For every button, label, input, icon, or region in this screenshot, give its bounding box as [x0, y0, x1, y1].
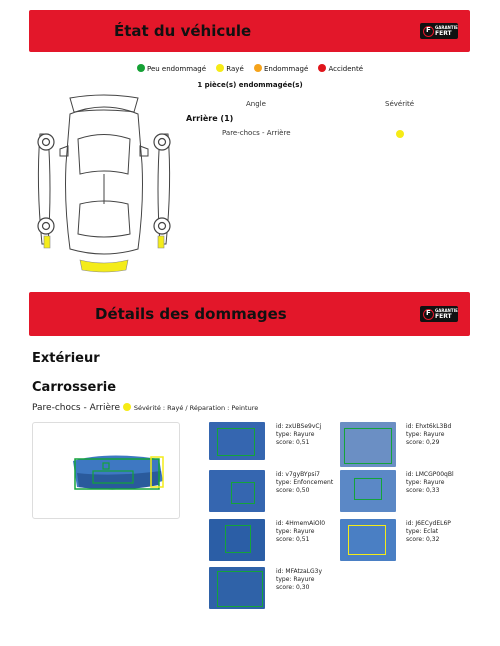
part-overview-image[interactable] [32, 422, 180, 519]
col-severity-header: Sévérité [385, 100, 415, 108]
damage-details-title: Détails des dommages [95, 305, 287, 323]
damage-info: id: zxUBSe9vCj type: Rayure score: 0,51 [276, 423, 322, 446]
legend-item-light: Peu endommagé [137, 64, 206, 73]
damage-thumb[interactable] [340, 470, 396, 512]
vehicle-state-title: État du véhicule [114, 22, 252, 40]
damage-info: id: MFAtzaLG3y type: Rayure score: 0,30 [276, 568, 323, 591]
damage-info: id: J6ECydEL6P type: Eclat score: 0,32 [406, 520, 451, 543]
damage-thumb[interactable] [340, 519, 396, 561]
car-diagram [30, 94, 178, 274]
damage-info: id: 4HmemAiOl0 type: Rayure score: 0,51 [276, 520, 326, 543]
damage-thumb[interactable] [209, 470, 265, 512]
category-title: Extérieur [32, 351, 100, 366]
rear-bumper-highlight [80, 260, 128, 272]
legend-item-damaged: Endommagé [254, 64, 308, 73]
row-severity-dot [396, 130, 404, 138]
damaged-parts-count: 1 pièce(s) endommagée(s) [197, 81, 303, 89]
fert-logo: F GARANTIE FERT [420, 306, 458, 322]
damage-thumb[interactable] [340, 422, 396, 467]
fert-logo: F GARANTIE FERT [420, 23, 458, 39]
damage-info: id: LMCGP00qBl type: Rayure score: 0,33 [406, 471, 454, 494]
part-severity-text: Sévérité : Rayé / Réparation : Peinture [133, 404, 259, 412]
damage-thumb[interactable] [209, 422, 265, 460]
subcategory-title: Carrosserie [32, 380, 117, 395]
group-rear: Arrière (1) [186, 114, 234, 123]
part-name: Pare-chocs - Arrière [32, 403, 121, 413]
legend-item-scratched: Rayé [216, 64, 243, 73]
part-severity-dot [123, 403, 131, 411]
damage-details-banner [29, 292, 470, 336]
part-line [32, 403, 258, 413]
row-part-label: Pare-chocs - Arrière [222, 129, 291, 137]
vehicle-state-banner [29, 10, 470, 52]
damage-info: id: Ehxt6kL3Bd type: Rayure score: 0,29 [406, 423, 452, 446]
severity-legend [0, 64, 500, 73]
damage-info: id: v7gyBYpsi7 type: Enfoncement score: 0,50 [276, 471, 334, 494]
damage-thumb[interactable] [209, 567, 265, 609]
damage-thumb[interactable] [209, 519, 265, 561]
col-angle-header: Angle [246, 100, 266, 108]
legend-item-crashed: Accidenté [318, 64, 363, 73]
